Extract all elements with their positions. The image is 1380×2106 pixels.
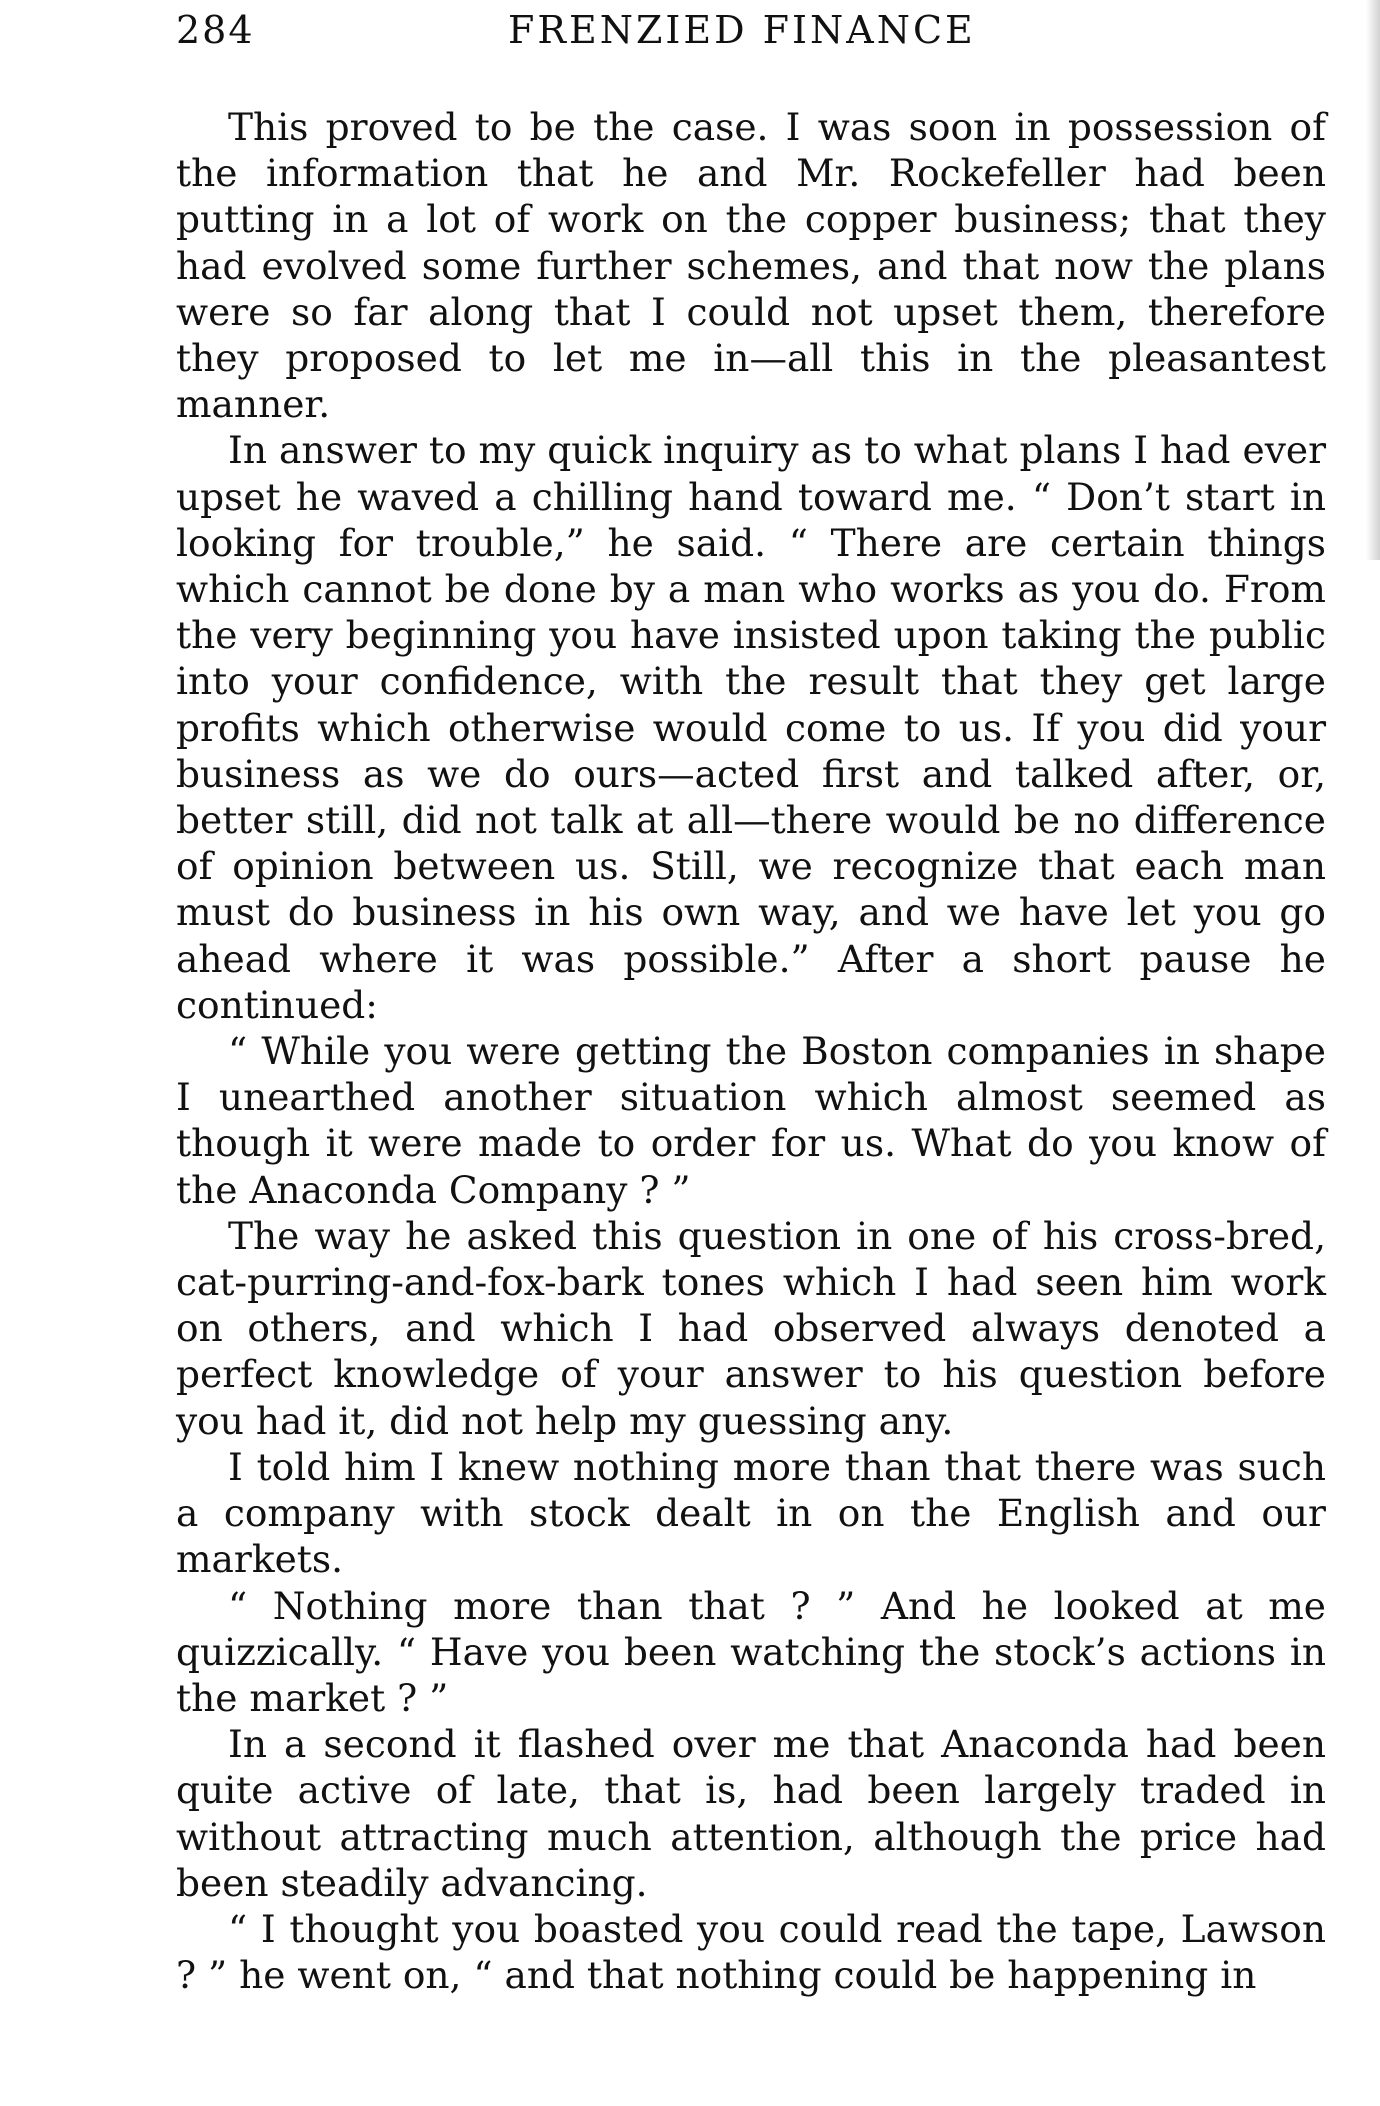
page-number: 284 [176,8,255,52]
running-title: FRENZIED FINANCE [508,8,976,52]
paragraph: “ I thought you boasted you could read the tape, Lawson ? ” he went on, “ and that nothing could be happening in [176,1906,1326,1998]
paragraph: The way he asked this question in one of his cross-bred, cat-purring-and-fox-bark tones which I had seen him work on others, and which I had observed always denoted a perfect knowledge of your answer to his question before you had it, did not help my guessing any. [176,1213,1326,1443]
paragraph: In a second it flashed over me that Anaconda had been quite active of late, that is, had been largely traded in without attracting much attention, although the price had been steadily advancing. [176,1722,1326,1905]
body-text [176,104,1326,1998]
paragraph: “ While you were getting the Boston companies in shape I unearthed another situation which almost seemed as though it were made to order for us. What do you know of the Anaconda Company ? ” [176,1029,1326,1212]
paragraph: “ Nothing more than that ? ” And he looked at me quizzically. “ Have you been watching the stock’s actions in the market ? ” [176,1583,1326,1720]
paragraph: This proved to be the case. I was soon in possession of the information that he and Mr. Rockefeller had been putting in a lot of work on the copper business; that they had evolved some further schemes, and that now the plans were so far along that I could not upset them, therefore they proposed to let me in—all this in the pleasantest manner. [176,105,1326,427]
page-edge-shadow [1366,0,1380,560]
running-head [176,8,1326,68]
paragraph: In answer to my quick inquiry as to what plans I had ever upset he waved a chilling hand toward me. “ Don’t start in looking for trouble,” he said. “ There are certain things which cannot be done by a man who works as you do. From the very beginning you have insisted upon taking the public into your confidence, with the result that they get large profits which otherwise would come to us. If you did your business as we do ours—acted first and talked after, or, better still, did not talk at all—there would be no difference of opinion between us. Still, we recognize that each man must do business in his own way, and we have let you go ahead where it was possible.” After a short pause he continued: [176,428,1326,1027]
paragraph: I told him I knew nothing more than that there was such a company with stock dealt in on the English and our markets. [176,1444,1326,1582]
